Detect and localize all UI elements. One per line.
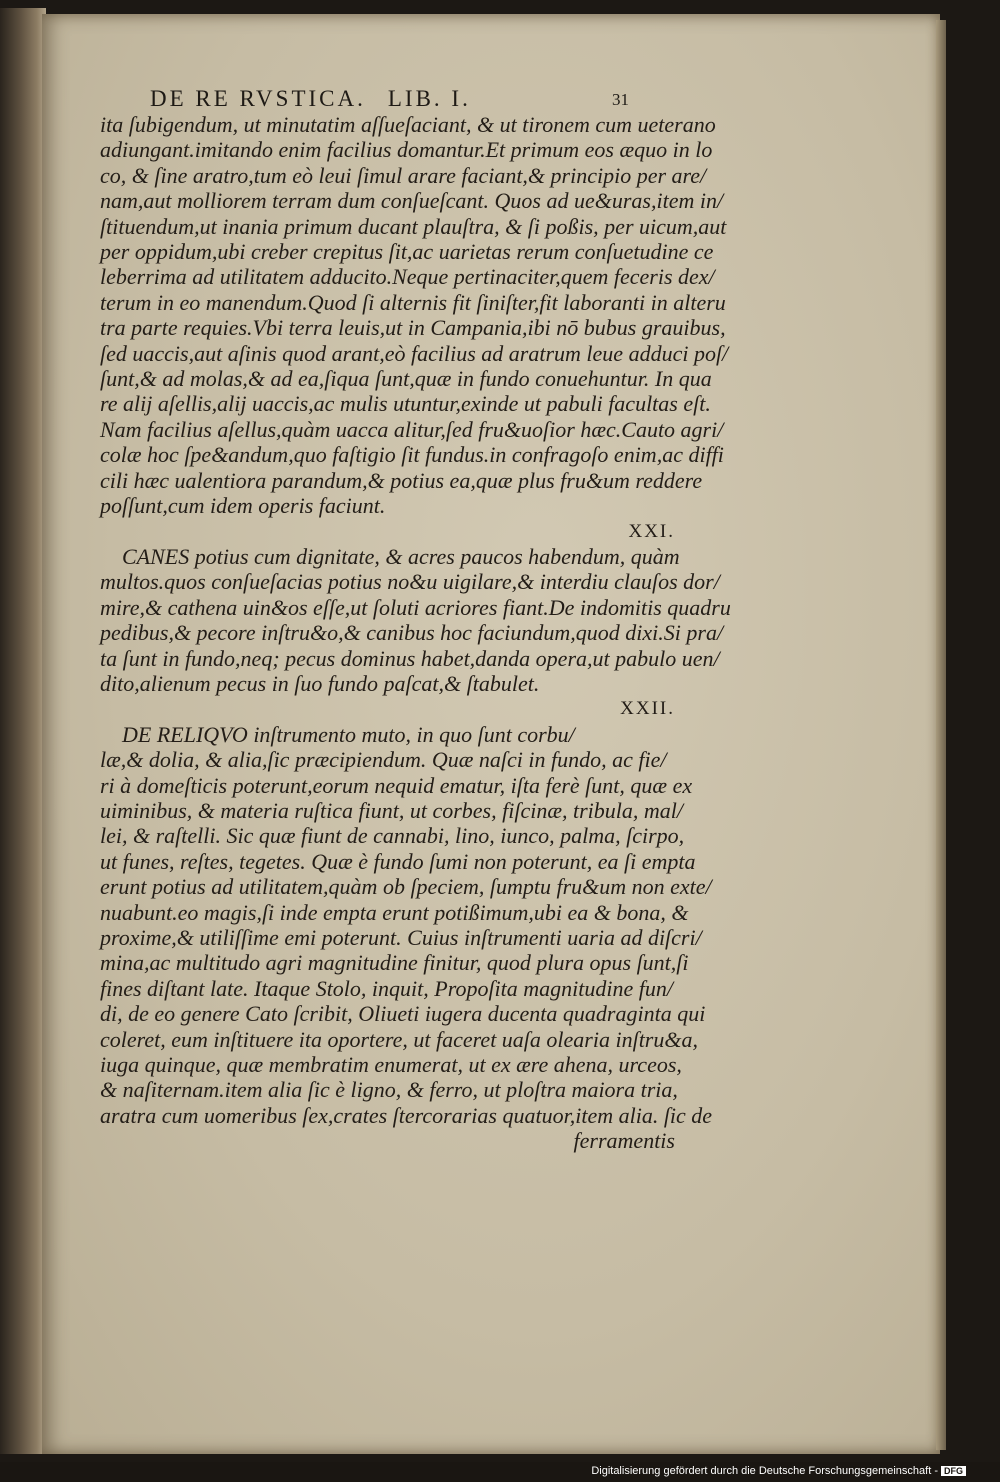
text-line: ta ſunt in fundo,neq; pecus dominus habet,danda opera,ut pabulo uen/ bbox=[100, 645, 720, 671]
catchword: ferramentis bbox=[573, 1128, 675, 1154]
text-line: re alij aſellis,alij uaccis,ac mulis utuntur,exinde ut pabuli facultas eſt. bbox=[100, 391, 711, 417]
text-line: ita ſubigendum, ut minutatim aſſueſaciant, & ut tironem cum ueterano bbox=[100, 112, 716, 137]
text-line: tra parte requies.Vbi terra leuis,ut in Campania,ibi nō bubus grauibus, bbox=[100, 315, 726, 341]
text-line: per oppidum,ubi creber crepitus ſit,ac uarietas rerum conſuetudine ce bbox=[100, 239, 714, 265]
text-line: poſſunt,cum idem operis faciunt. bbox=[100, 493, 386, 519]
book-spine-edge bbox=[0, 8, 46, 1454]
text-line: fines diſtant late. Itaque Stolo, inquit, Propoſita magnitudine fun/ bbox=[100, 975, 673, 1001]
digitization-credit bbox=[591, 1465, 966, 1477]
chapter-number: XXI. bbox=[628, 520, 675, 542]
text-line: nam,aut molliorem terram dum conſueſcant. Quos ad ue&uras,item in/ bbox=[100, 188, 724, 214]
folio-number: 31 bbox=[612, 90, 629, 109]
text-line: leberrima ad utilitatem adducito.Neque pertinaciter,quem feceris dex/ bbox=[100, 264, 715, 290]
running-header bbox=[150, 86, 660, 112]
text-line: cili hæc ualentiora parandum,& potius ea,quæ plus fru&um reddere bbox=[100, 467, 703, 493]
text-line: Nam facilius aſellus,quàm uacca alitur,ſed fru&uoſior hæc.Cauto agri/ bbox=[100, 416, 724, 442]
credit-text: Digitalisierung gefördert durch die Deutsche Forschungsgemeinschaft - bbox=[591, 1465, 938, 1477]
text-line: proxime,& utiliſſime emi poterunt. Cuius inſtrumenti uaria ad diſcri/ bbox=[100, 925, 702, 950]
text-line: lei, & raſtelli. Sic quæ fiunt de cannabi, lino, iunco, palma, ſcirpo, bbox=[100, 823, 685, 849]
text-line: ſtituendum,ut inania primum ducant plauſtra, & ſi poßis, per uicum,aut bbox=[100, 213, 727, 239]
book-number: LIB. I. bbox=[387, 86, 471, 111]
text-line: nuabunt.eo magis,ſi inde empta erunt potißimum,ubi ea & bona, & bbox=[100, 899, 689, 925]
text-line: multos.quos conſueſacias potius no&u uigilare,& interdiu clauſos dor/ bbox=[100, 569, 720, 595]
dfg-logo: DFG bbox=[941, 1466, 966, 1476]
text-line: & naſiternam.item alia ſic è ligno, & ferro, ut ploſtra maiora tria, bbox=[100, 1077, 678, 1103]
text-line: erunt potius ad utilitatem,quàm ob ſpeciem, ſumptu fru&um non exte/ bbox=[100, 874, 712, 900]
text-line: ri à domeſticis poterunt,eorum nequid ematur, iſta ferè ſunt, quæ ex bbox=[100, 772, 693, 798]
paragraph-3 bbox=[100, 721, 713, 1129]
page-fore-edge bbox=[936, 20, 946, 1450]
text-line: uiminibus, & materia ruſtica fiunt, ut corbes, fiſcinæ, tribula, mal/ bbox=[100, 797, 683, 823]
paragraph-2 bbox=[100, 543, 731, 696]
text-line: CANES potius cum dignitate, & acres paucos habendum, quàm bbox=[122, 543, 680, 569]
text-line: pedibus,& pecore inſtru&o,& canibus hoc faciundum,quod dixi.Si pra/ bbox=[100, 620, 724, 646]
text-line: mina,ac multitudo agri magnitudine finitur, quod plura opus ſunt,ſi bbox=[100, 950, 689, 976]
text-line: dito,alienum pecus in ſuo fundo paſcat,& ſtabulet. bbox=[100, 670, 540, 696]
text-line: læ,& dolia, & alia,ſic præcipiendum. Quæ naſci in fundo, ac fie/ bbox=[100, 747, 667, 773]
paragraph-1 bbox=[100, 112, 729, 519]
text-line: terum in eo manendum.Quod ſi alternis fit ſiniſter,fit laboranti in alteru bbox=[100, 289, 726, 315]
text-line: di, de eo genere Cato ſcribit, Olіueti iugera ducenta quadraginta qui bbox=[100, 1001, 706, 1027]
chapter-number: XXII. bbox=[620, 698, 675, 720]
text-line: adiungant.imitando enim facilius domantur.Et primum eos æquo in lo bbox=[100, 137, 713, 163]
text-line: aratra cum uomeribus ſex,crates ſtercorarias quatuor,item alia. ſic de bbox=[100, 1102, 713, 1128]
running-title: DE RE RVSTICA. bbox=[150, 86, 366, 111]
text-line: ſed uaccis,aut aſinis quod arant,eò facilius ad aratrum leue adduci poſ/ bbox=[100, 340, 729, 366]
text-line: ſunt,& ad molas,& ad ea,ſiqua ſunt,quæ in fundo conuehuntur. In qua bbox=[100, 366, 712, 392]
body-text bbox=[100, 112, 731, 1154]
text-line: mire,& cathena uin&os eſſe,ut ſoluti acriores fiant.De indomitis quadru bbox=[100, 594, 731, 620]
text-line: iuga quinque, quæ membratim enumerat, ut ex ære ahena, urceos, bbox=[100, 1052, 682, 1078]
text-line: coleret, eum inſtituere ita oportere, ut faceret uaſa olearia inſtru&a, bbox=[100, 1026, 698, 1052]
text-line: DE RELIQVO inſtrumento muto, in quo ſunt corbu/ bbox=[122, 721, 575, 747]
text-line: co, & ſine aratro,tum eò leui ſimul arare faciant,& principio per are/ bbox=[100, 162, 707, 188]
text-line: colæ hoc ſpe&andum,quo faſtigio ſit fundus.in confragoſo enim,ac diffi bbox=[100, 442, 724, 468]
text-line: ut funes, reſtes, tegetes. Quæ è fundo ſumi non poterunt, ea ſi empta bbox=[100, 848, 696, 874]
